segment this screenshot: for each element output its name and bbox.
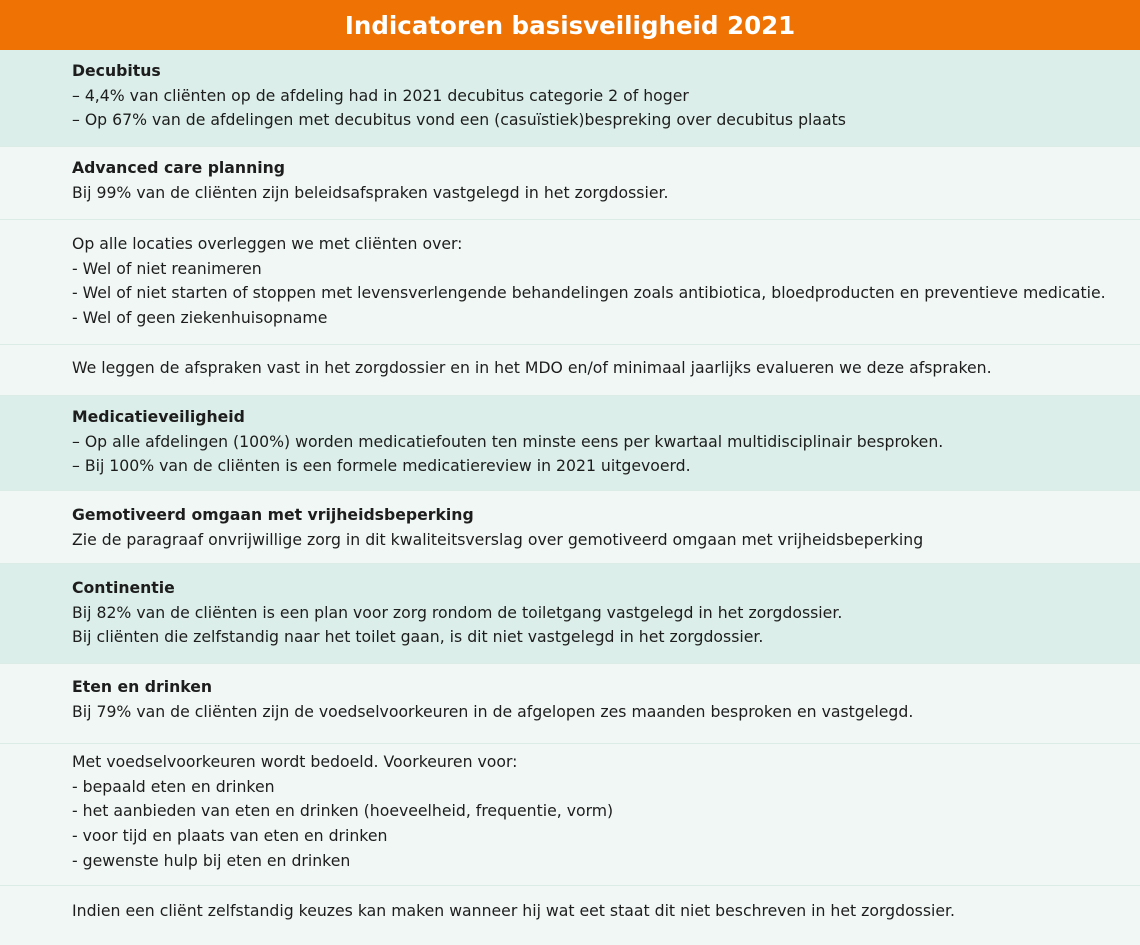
section-continentie [0,564,1140,664]
section-line: - Wel of niet starten of stoppen met levensverlengende behandelingen zoals antibiotica, bloedproducten en preventieve medicatie. [72,283,1106,303]
section-line: - bepaald eten en drinken [72,776,275,796]
page-title: Indicatoren basisveiligheid 2021 [344,10,796,40]
section-vrijheidsbeperking [0,491,1140,564]
section-line: – Bij 100% van de cliënten is een formele medicatiereview in 2021 uitgevoerd. [72,456,691,476]
section-acp-details [0,220,1140,345]
section-acp-afspraken [0,345,1140,396]
section-title: Medicatieveiligheid [72,407,245,426]
section-decubitus [0,50,1140,147]
section-title: Continentie [72,578,175,597]
section-line: - het aanbieden van eten en drinken (hoeveelheid, frequentie, vorm) [72,801,614,821]
section-line: Zie de paragraaf onvrijwillige zorg in dit kwaliteitsverslag over gemotiveerd omgaan met vrijheidsbeperking [72,529,924,549]
section-line: - voor tijd en plaats van eten en drinken [72,826,388,846]
section-title: Advanced care planning [72,158,286,177]
section-advanced-care-planning [0,147,1140,220]
section-medicatieveiligheid [0,396,1140,491]
section-line: We leggen de afspraken vast in het zorgdossier en in het MDO en/of minimaal jaarlijks evalueren we deze afspraken. [72,358,992,377]
section-line: Op alle locaties overleggen we met cliënten over: [72,234,463,253]
section-line: – 4,4% van cliënten op de afdeling had in 2021 decubitus categorie 2 of hoger [72,85,689,105]
section-line: Bij 99% van de cliënten zijn beleidsafspraken vastgelegd in het zorgdossier. [72,182,669,202]
section-line: - gewenste hulp bij eten en drinken [72,850,351,870]
section-zelfstandig [0,886,1140,945]
section-line: Indien een cliënt zelfstandig keuzes kan maken wanneer hij wat eet staat dit niet beschreven in het zorgdossier. [72,901,956,920]
section-line: Met voedselvoorkeuren wordt bedoeld. Voorkeuren voor: [72,752,518,771]
section-title: Decubitus [72,61,161,80]
section-line: - Wel of niet reanimeren [72,258,262,278]
section-line: – Op 67% van de afdelingen met decubitus vond een (casuïstiek)bespreking over decubitus plaats [72,110,846,130]
section-line: Bij 79% van de cliënten zijn de voedselvoorkeuren in de afgelopen zes maanden besproken en vastgelegd. [72,701,914,721]
section-title: Eten en drinken [72,677,213,696]
section-line: Bij 82% van de cliënten is een plan voor zorg rondom de toiletgang vastgelegd in het zorgdossier. [72,602,843,622]
page-header [0,0,1140,50]
section-title: Gemotiveerd omgaan met vrijheidsbeperking [72,505,474,524]
section-eten-en-drinken [0,664,1140,744]
section-line: – Op alle afdelingen (100%) worden medicatiefouten ten minste eens per kwartaal multidisciplinair besproken. [72,431,944,451]
section-line: Bij cliënten die zelfstandig naar het toilet gaan, is dit niet vastgelegd in het zorgdossier. [72,627,764,647]
section-voedselvoorkeuren [0,744,1140,886]
section-line: - Wel of geen ziekenhuisopname [72,308,328,328]
